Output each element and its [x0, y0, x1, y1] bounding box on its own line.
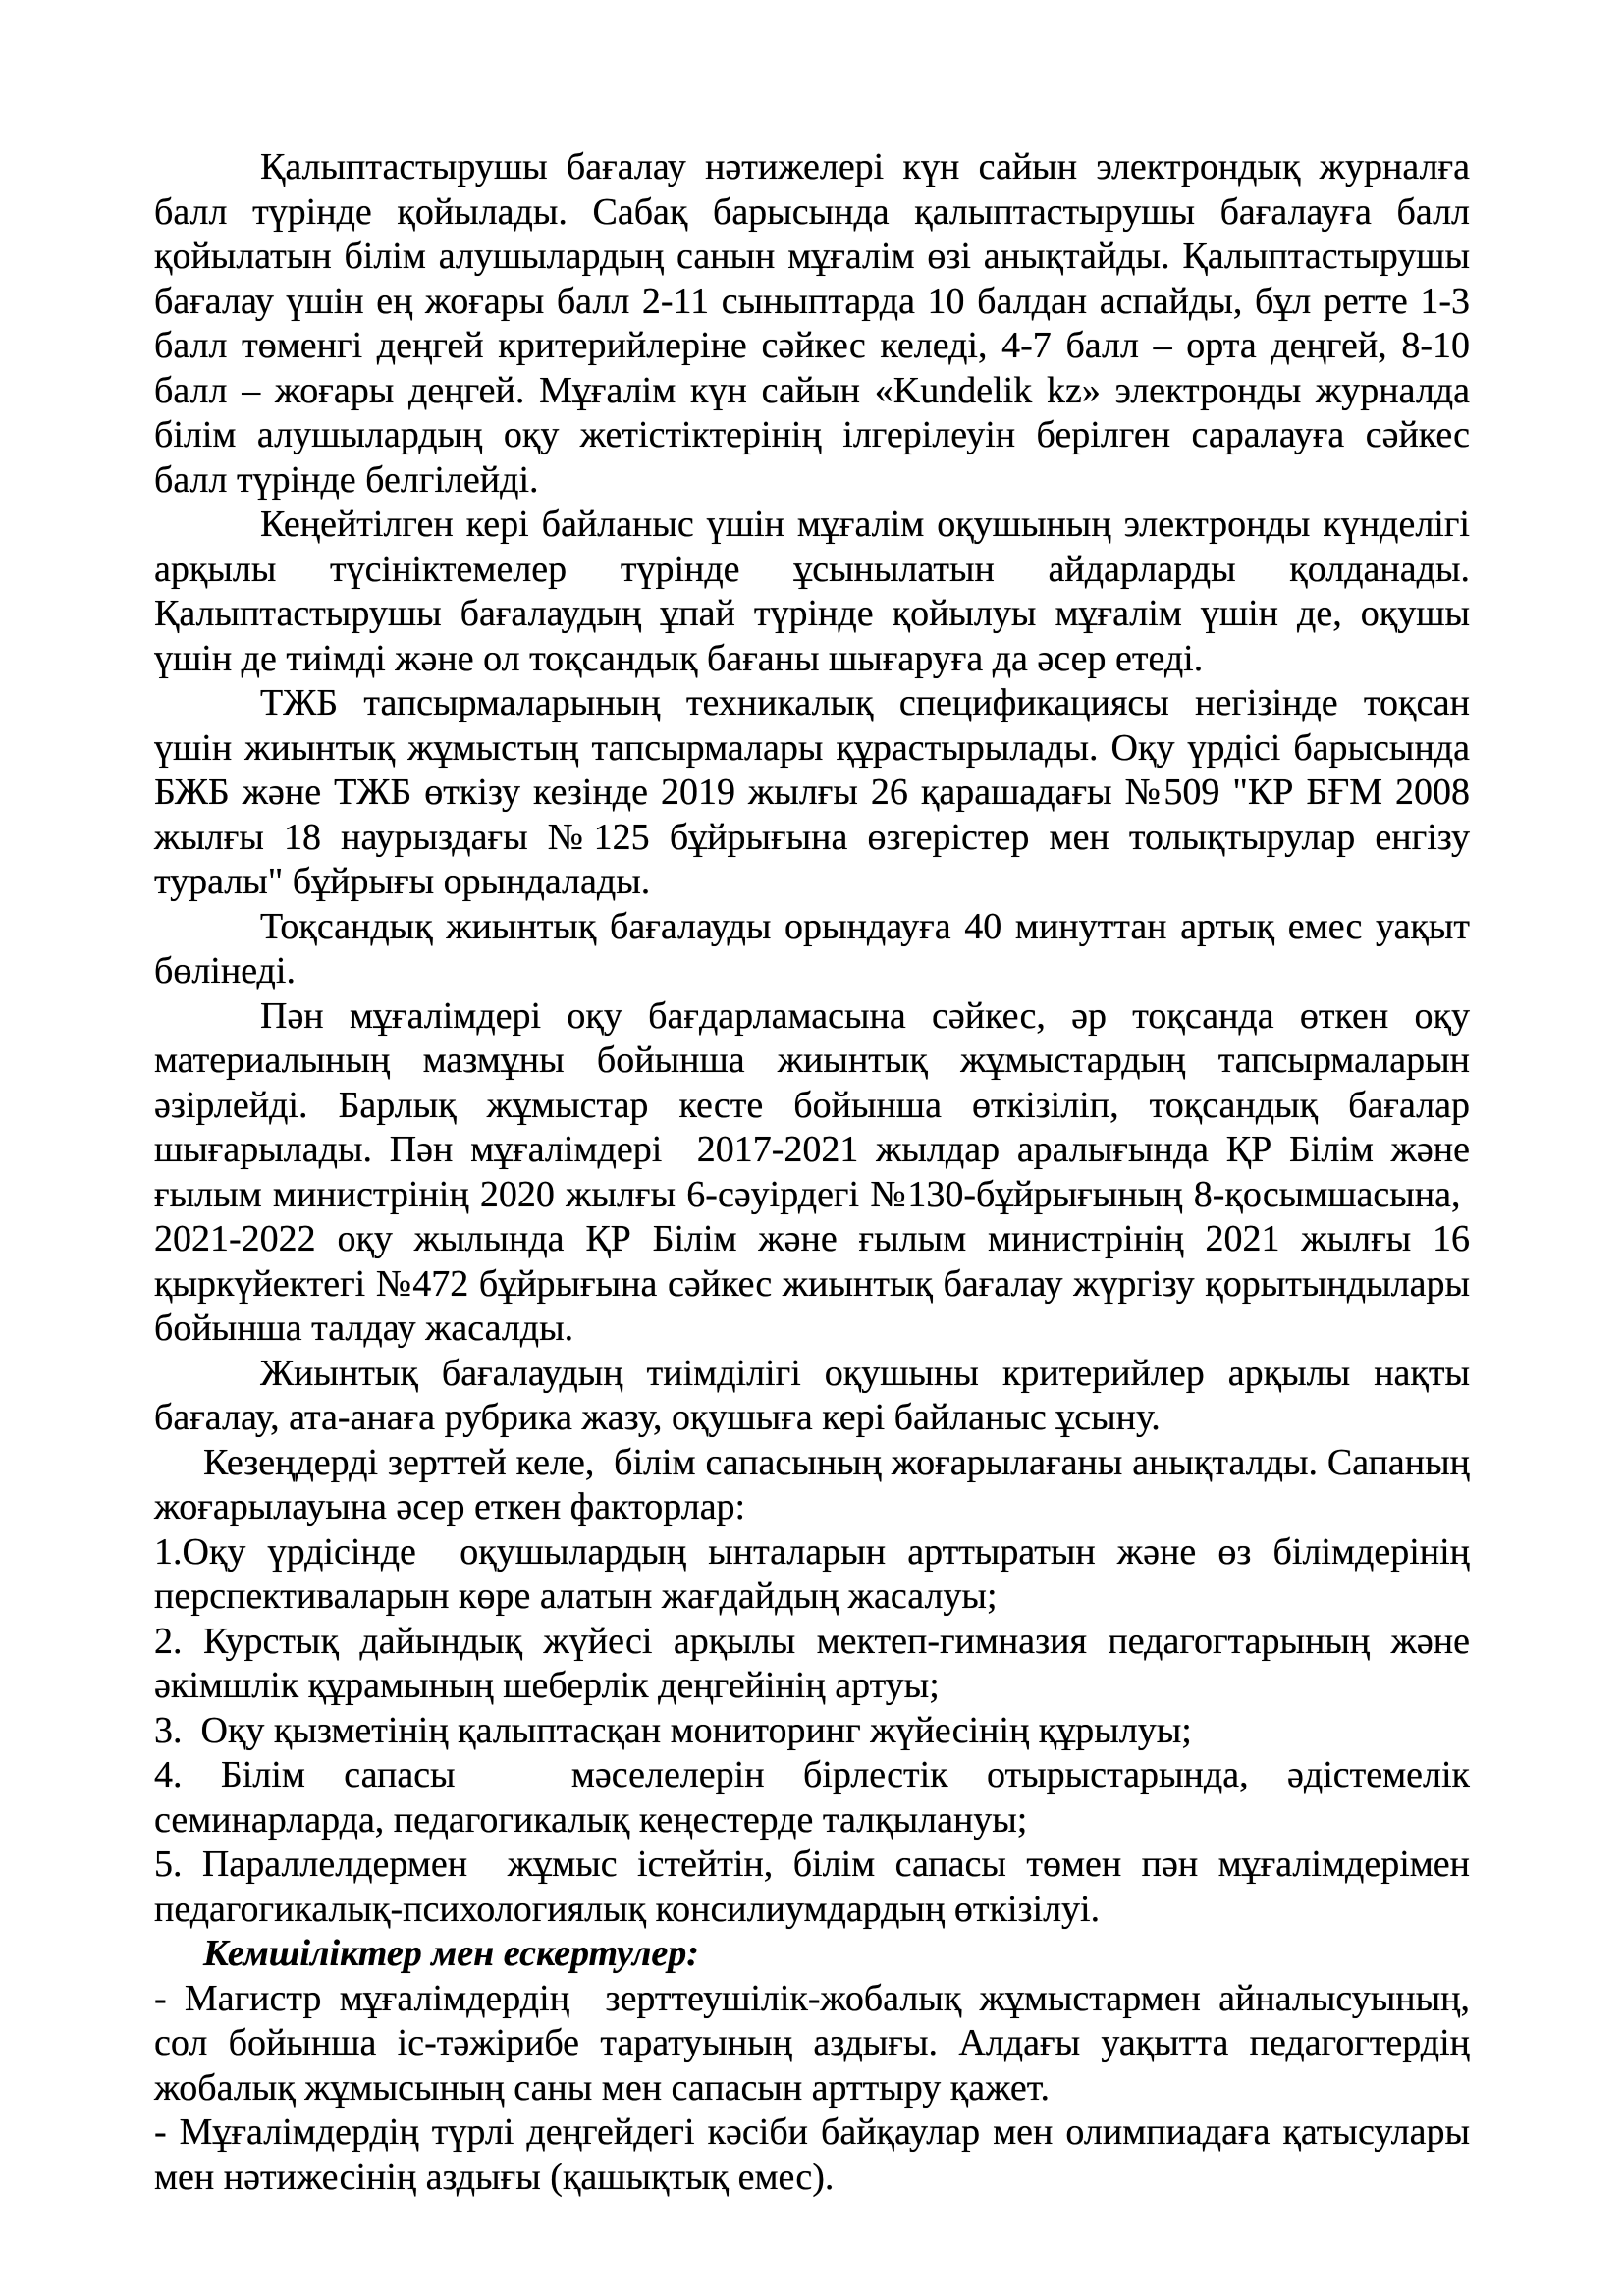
shortcoming-item-1: - Магистр мұғалімдердің зерттеушілік-жобалық жұмыстармен айналысуының, сол бойынша іс-тәжірибе таратуының аздығы. Алдағы уақытта педагогтердің жобалық жұмысының саны мен сапасын арттыру қажет.: [154, 1977, 1470, 2109]
paragraph-tzhb-specification: ТЖБ тапсырмаларының техникалық спецификациясы негізінде тоқсан үшін жиынтық жұмыстың тапсырмалары құрастырылады. Оқу үрдісі барысында БЖБ және ТЖБ өткізу кезінде 2019 жылғы 26 қарашадағы №509 "КР БҒМ 2008 жылғы 18 наурыздағы №125 бұйрығына өзгерістер мен толықтырулар енгізу туралы" бұйрығы орындалады.: [154, 682, 1470, 902]
paragraph-quality-factors-intro: Кезеңдерді зерттей келе, білім сапасының жоғарылағаны анықталды. Сапаның жоғарылауына әсер еткен факторлар:: [154, 1441, 1470, 1527]
shortcomings-heading: Кемшіліктер мен ескертулер:: [203, 1933, 699, 1974]
list-item-4: 4. Білім сапасы мәселелерін бірлестік отырыстарында, әдістемелік семинарларда, педагогикалық кеңестерде талқылануы;: [154, 1754, 1470, 1841]
list-item-3: 3. Оқу қызметінің қалыптасқан мониторинг жүйесінің құрылуы;: [154, 1709, 1192, 1751]
paragraph-formative-assessment: Қалыптастырушы бағалау нәтижелері күн сайын электрондық журналға балл түрінде қойылады. Сабақ барысында қалыптастырушы бағалауға балл қойылатын білім алушылардың санын мұғалім өзі анықтайды. Қалыптастырушы бағалау үшін ең жоғары балл 2-11 сыныптарда 10 балдан аспайды, бұл ретте 1-3 балл төменгі деңгей критерийлеріне сәйкес келеді, 4-7 балл – орта деңгей, 8-10 балл – жоғары деңгей. Мұғалім күн сайын «Kundelik kz» электронды журналда білім алушылардың оқу жетістіктерінің ілгерілеуін берілген саралауға сәйкес балл түрінде белгілейді.: [154, 146, 1470, 501]
paragraph-40-minutes: Тоқсандық жиынтық бағалауды орындауға 40 минуттан артық емес уақыт бөлінеді.: [154, 905, 1470, 991]
list-item-5: 5. Параллелдермен жұмыс істейтін, білім сапасы төмен пән мұғалімдерімен педагогикалық-психологиялық консилиумдардың өткізілуі.: [154, 1843, 1470, 1930]
shortcoming-item-2: - Мұғалімдердің түрлі деңгейдегі кәсіби байқаулар мен олимпиадаға қатысулары мен нәтижесінің аздығы (қашықтық емес).: [154, 2111, 1470, 2198]
document-body: [154, 145, 1470, 2200]
paragraph-summative-benefit: Жиынтық бағалаудың тиімділігі оқушыны критерийлер арқылы нақты бағалау, ата-анаға рубрика жазу, оқушыға кері байланыс ұсыну.: [154, 1352, 1470, 1438]
list-item-2: 2. Курстық дайындық жүйесі арқылы мектеп-гимназия педагогтарының және әкімшлік құрамының шеберлік деңгейінің артуы;: [154, 1620, 1470, 1706]
paragraph-subject-teachers: Пән мұғалімдері оқу бағдарламасына сәйкес, әр тоқсанда өткен оқу материалының мазмұны бойынша жиынтық жұмыстардың тапсырмаларын әзірлейді. Барлық жұмыстар кесте бойынша өткізіліп, тоқсандық бағалар шығарылады. Пән мұғалімдері 2017-2021 жылдар аралығында ҚР Білім және ғылым министрінің 2020 жылғы 6-сәуірдегі №130-бұйрығының 8-қосымшасына, 2021-2022 оқу жылында ҚР Білім және ғылым министрінің 2021 жылғы 16 қыркүйектегі №472 бұйрығына сәйкес жиынтық бағалау жүргізу қорытындылары бойынша талдау жасалды.: [154, 994, 1470, 1349]
paragraph-extended-feedback: Кеңейтілген кері байланыс үшін мұғалім оқушының электронды күнделігі арқылы түсініктемелер түрінде ұсынылатын айдарларды қолданады. Қалыптастырушы бағалаудың ұпай түрінде қойылуы мұғалім үшін де, оқушы үшін де тиімді және ол тоқсандық бағаны шығаруға да әсер етеді.: [154, 504, 1470, 679]
list-item-1: 1.Оқу үрдісінде оқушылардың ынталарын арттыратын және өз білімдерінің перспективаларын көре алатын жағдайдың жасалуы;: [154, 1530, 1470, 1617]
